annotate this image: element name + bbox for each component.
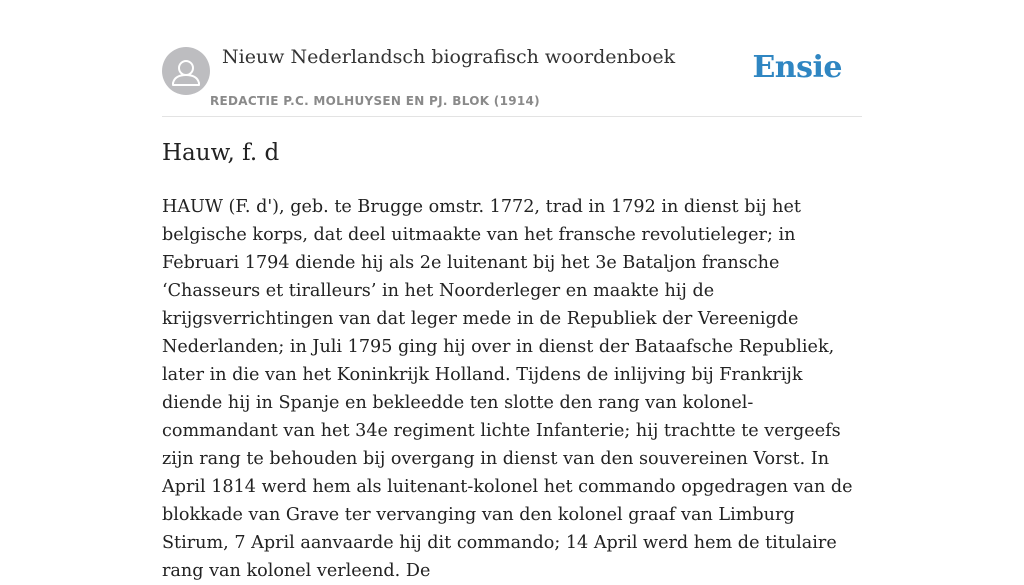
source-editors: REDACTIE P.C. MOLHUYSEN EN PJ. BLOK (1914) bbox=[210, 94, 540, 108]
ensie-logo[interactable]: Ensie bbox=[752, 50, 842, 85]
entry-title: Hauw, f. d bbox=[162, 140, 280, 166]
entry-body: HAUW (F. d'), geb. te Brugge omstr. 1772, trad in 1792 in dienst bij het belgische korps, dat deel uitmaakte van het fransche revolutieleger; in Februari 1794 diende hij als 2e luitenant bij het 3e Bataljon fransche ‘Chasseurs et tiralleurs’ in het Noorderleger en maakte hij de krijgsverrichtingen van dat leger mede in de Republiek der Vereenigde Nederlanden; in Juli 1795 ging hij over in dienst der Bataafsche Republiek, later in die van het Koninkrijk Holland. Tijdens de inlijving bij Frankrijk diende hij in Spanje en bekleedde ten slotte den rang van kolonel-commandant van het 34e regiment lichte Infanterie; hij trachtte te vergeefs zijn rang te behouden bij overgang in dienst van den souvereinen Vorst. In April 1814 werd hem als luitenant-kolonel het commando opgedragen van de blokkade van Grave ter vervanging van den kolonel graaf van Limburg Stirum, 7 April aanvaarde hij dit commando; 14 April werd hem de titulaire rang van kolonel verleend. De bbox=[162, 197, 853, 581]
source-title[interactable]: Nieuw Nederlandsch biografisch woordenboek bbox=[222, 46, 676, 68]
user-avatar-icon[interactable] bbox=[162, 47, 210, 95]
source-header bbox=[162, 40, 862, 117]
